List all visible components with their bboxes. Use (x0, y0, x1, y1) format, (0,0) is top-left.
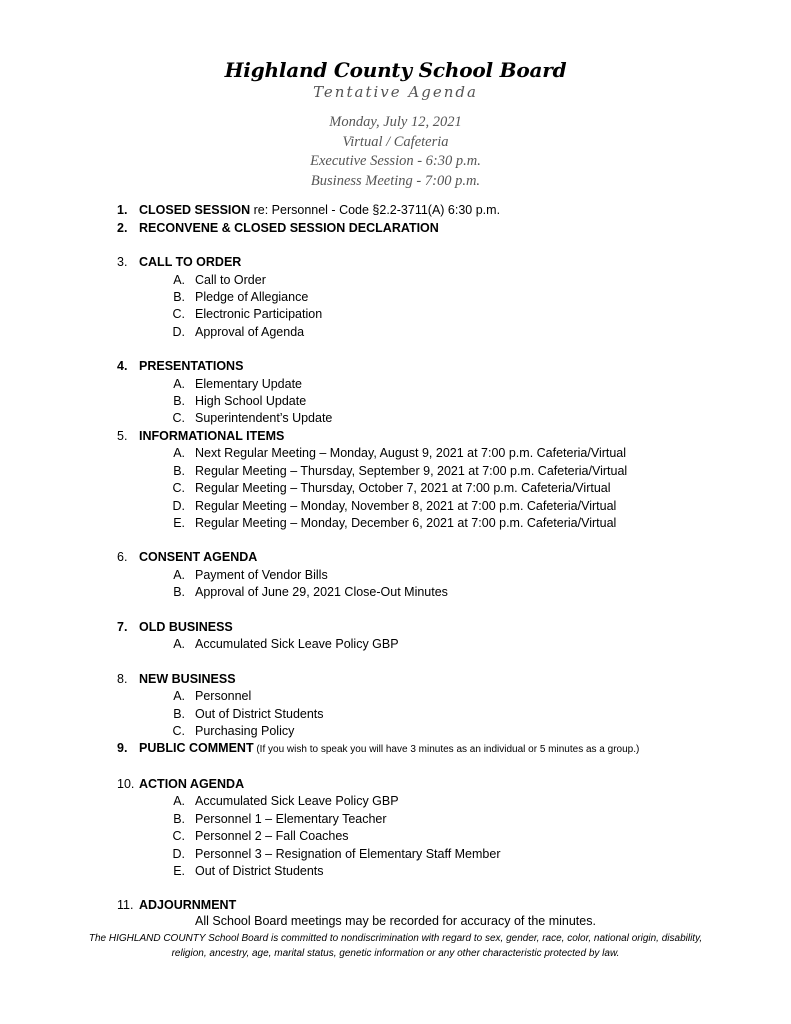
agenda-item-number: 3. (117, 255, 128, 269)
agenda-item (117, 202, 757, 220)
agenda-subtitle: Tentative Agenda (313, 83, 478, 101)
spacer (117, 532, 757, 549)
agenda-subitem (117, 306, 757, 323)
agenda-item (117, 776, 757, 881)
subitem-text: Elementary Update (195, 376, 303, 391)
subitem-letter: D. (172, 846, 185, 861)
spacer (117, 654, 757, 671)
agenda-item-heading (117, 549, 757, 567)
spacer (117, 602, 757, 619)
agenda-item (117, 740, 757, 759)
subitem-letter: C. (172, 307, 185, 322)
meeting-date: Monday, July 12, 2021 (329, 114, 462, 130)
agenda-item-number: 11. (117, 898, 134, 913)
agenda-item-title: CLOSED SESSION (139, 203, 251, 217)
subitem-text: Call to Order (195, 272, 266, 287)
subitem-text: Pledge of Allegiance (195, 289, 309, 304)
agenda-item-label (139, 254, 241, 272)
agenda-item-title: OLD BUSINESS (139, 619, 233, 634)
agenda-subitem (117, 376, 757, 393)
executive-session-time: Executive Session - 6:30 p.m. (310, 153, 481, 169)
subitem-text: Regular Meeting – Thursday, September 9, 2021 at 7:00 p.m. Cafeteria/Virtual (195, 463, 628, 478)
subitem-letter: D. (172, 498, 185, 513)
agenda-item-label (139, 428, 284, 446)
subitem-text: Personnel (195, 689, 252, 704)
subitem-letter: A. (173, 794, 185, 809)
agenda-subitem (117, 793, 757, 810)
board-title: Highland County School Board (224, 58, 567, 82)
agenda-subitem (117, 567, 757, 584)
subitem-letter: C. (172, 411, 185, 426)
agenda-subitem (117, 846, 757, 863)
document-footer (0, 913, 791, 961)
agenda-item-label (139, 358, 243, 376)
business-meeting-time: Business Meeting - 7:00 p.m. (310, 172, 481, 189)
subitem-letter: E. (173, 515, 185, 530)
meeting-location: Virtual / Cafeteria (342, 133, 449, 150)
agenda-item-heading (117, 776, 757, 794)
agenda-item-heading (117, 619, 757, 637)
agenda-item-label (139, 202, 500, 220)
subitem-text: Personnel 2 – Fall Coaches (195, 829, 349, 844)
subitem-letter: A. (173, 567, 185, 582)
agenda-subitem (117, 410, 757, 427)
subitem-text: Accumulated Sick Leave Policy GBP (195, 794, 399, 809)
agenda-subitem (117, 498, 757, 515)
subitem-text: Regular Meeting – Monday, December 6, 2021 at 7:00 p.m. Cafeteria/Virtual (195, 515, 617, 530)
subitem-letter: C. (172, 481, 185, 496)
subitem-letter: B. (173, 394, 185, 409)
agenda-item-heading (117, 671, 757, 689)
agenda-item-label (139, 220, 439, 238)
subitem-letter: A. (173, 446, 185, 461)
agenda-item-label (139, 740, 639, 759)
subitem-text: High School Update (195, 394, 307, 409)
spacer (117, 880, 757, 897)
subitem-letter: A. (173, 689, 185, 704)
agenda-item-number: 10. (117, 776, 135, 791)
agenda-item-number: 1. (117, 203, 128, 217)
agenda-list (117, 202, 757, 915)
subitem-letter: B. (173, 463, 185, 478)
agenda-item (117, 619, 757, 654)
agenda-item-title: PRESENTATIONS (139, 359, 244, 374)
agenda-item (117, 549, 757, 601)
agenda-item (117, 220, 757, 238)
spacer (117, 237, 757, 254)
subitem-text: Personnel 3 – Resignation of Elementary Staff Member (195, 846, 501, 861)
subitem-letter: A. (173, 272, 185, 287)
subitem-text: Regular Meeting – Monday, November 8, 2021 at 7:00 p.m. Cafeteria/Virtual (195, 498, 617, 513)
agenda-subitem (117, 723, 757, 740)
agenda-item-title: CONSENT AGENDA (139, 550, 258, 565)
agenda-item-number: 8. (117, 671, 128, 686)
agenda-item-label (139, 776, 244, 794)
subitem-text: Next Regular Meeting – Monday, August 9, 2021 at 7:00 p.m. Cafeteria/Virtual (195, 446, 627, 461)
agenda-item-title: ACTION AGENDA (139, 776, 245, 791)
subitem-text: Regular Meeting – Thursday, October 7, 2021 at 7:00 p.m. Cafeteria/Virtual (195, 481, 611, 496)
nondiscrimination-statement: The HIGHLAND COUNTY School Board is committed to nondiscrimination with regard to sex, gender, race, color, national origin, disability, religion, ancestry, age, marital status, genetic information or any other characteristic protected by law. (88, 933, 703, 959)
agenda-subitem (117, 863, 757, 880)
agenda-subitem (117, 463, 757, 480)
subitem-letter: B. (173, 289, 185, 304)
agenda-item-label (139, 671, 236, 689)
subitem-text: Personnel 1 – Elementary Teacher (195, 811, 387, 826)
agenda-subitem (117, 636, 757, 653)
agenda-subitem (117, 393, 757, 410)
subitem-letter: A. (173, 376, 185, 391)
subitem-text: Out of District Students (195, 863, 324, 878)
meeting-details (0, 113, 791, 191)
agenda-subitem (117, 515, 757, 532)
subitem-text: Electronic Participation (195, 307, 323, 322)
agenda-item-heading (117, 740, 757, 759)
subitem-text: Purchasing Policy (195, 723, 295, 738)
subitem-letter: E. (173, 863, 185, 878)
agenda-item-number: 9. (117, 741, 128, 756)
spacer (117, 759, 757, 776)
subitem-letter: B. (173, 585, 185, 600)
agenda-item (117, 358, 757, 428)
agenda-subitem (117, 289, 757, 306)
agenda-item-title: RECONVENE & CLOSED SESSION DECLARATION (139, 220, 439, 235)
agenda-subitem (117, 272, 757, 289)
subitem-text: Accumulated Sick Leave Policy GBP (195, 637, 399, 652)
subitem-letter: B. (173, 706, 185, 721)
agenda-item-label (139, 619, 233, 637)
agenda-subitem (117, 480, 757, 497)
agenda-item-detail: re: Personnel - Code §2.2-3711(A) 6:30 p.m. (250, 203, 501, 217)
agenda-item-number: 5. (117, 428, 128, 443)
agenda-item-number: 2. (117, 220, 128, 235)
agenda-subitem (117, 828, 757, 845)
subitem-text: Approval of June 29, 2021 Close-Out Minutes (195, 585, 448, 600)
agenda-item-number: 4. (117, 359, 128, 374)
agenda-item (117, 671, 757, 741)
agenda-item-heading (117, 220, 757, 238)
agenda-item-heading (117, 202, 757, 220)
subitem-letter: B. (173, 811, 185, 826)
agenda-item-heading (117, 358, 757, 376)
agenda-item (117, 428, 757, 533)
agenda-item-title: INFORMATIONAL ITEMS (139, 428, 285, 443)
agenda-item-title: NEW BUSINESS (139, 671, 236, 686)
agenda-item (117, 254, 757, 341)
subitem-text: Out of District Students (195, 706, 324, 721)
agenda-item-title: ADJOURNMENT (139, 898, 237, 913)
agenda-subitem (117, 688, 757, 705)
agenda-item-title: CALL TO ORDER (139, 255, 242, 269)
document-header (0, 58, 791, 191)
agenda-subitem (117, 706, 757, 723)
subitem-letter: A. (173, 637, 185, 652)
subitem-letter: D. (172, 324, 185, 339)
agenda-item-note: (If you wish to speak you will have 3 minutes as an individual or 5 minutes as a group.) (253, 744, 640, 756)
agenda-item-heading (117, 254, 757, 272)
agenda-item-title: PUBLIC COMMENT (139, 741, 254, 756)
subitem-letter: C. (172, 829, 185, 844)
subitem-text: Superintendent’s Update (195, 411, 333, 426)
agenda-subitem (117, 445, 757, 462)
spacer (117, 341, 757, 358)
agenda-item-number: 7. (117, 619, 128, 634)
subitem-text: Approval of Agenda (195, 324, 305, 339)
agenda-item-label (139, 549, 257, 567)
agenda-subitem (117, 324, 757, 341)
agenda-subitem (117, 584, 757, 601)
agenda-subitem (117, 811, 757, 828)
subitem-letter: C. (172, 723, 185, 738)
agenda-item-heading (117, 428, 757, 446)
subitem-text: Payment of Vendor Bills (195, 567, 328, 582)
agenda-item-number: 6. (117, 550, 128, 565)
recording-notice: All School Board meetings may be recorded for accuracy of the minutes. (195, 914, 596, 928)
